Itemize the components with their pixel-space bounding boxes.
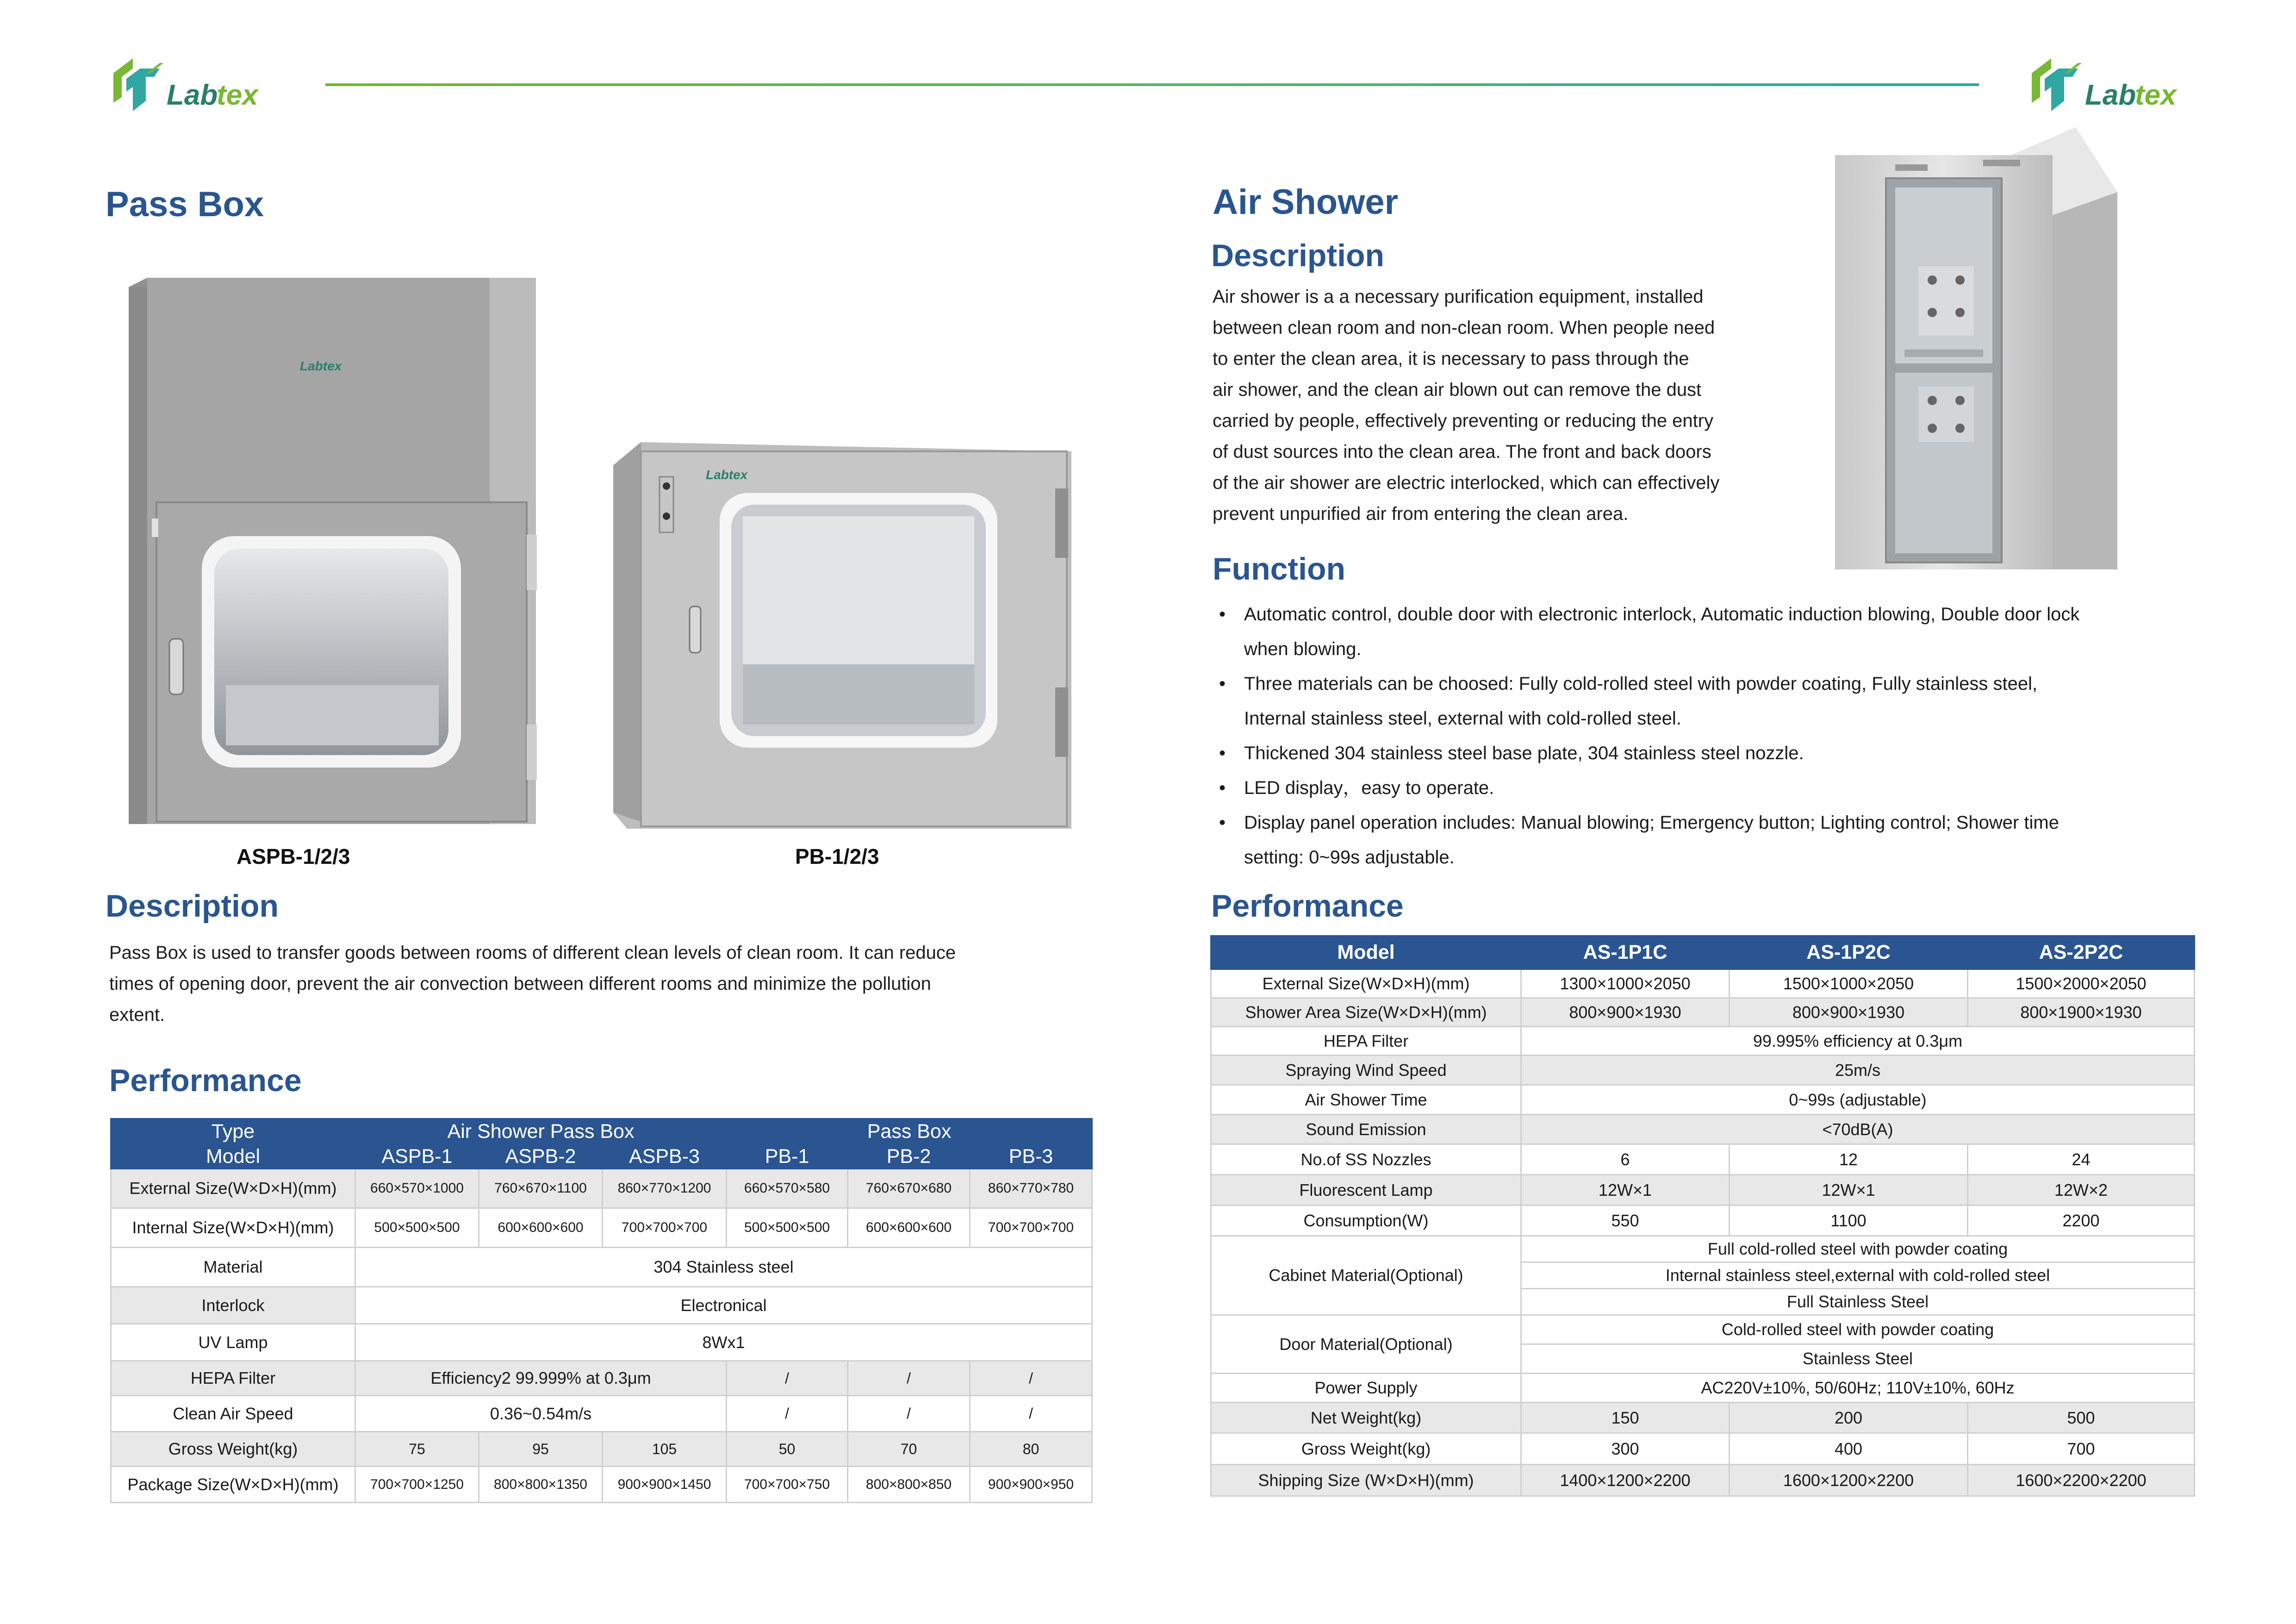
table-cell: 200: [1730, 1403, 1968, 1433]
row-label: No.of SS Nozzles: [1211, 1144, 1521, 1175]
row-label: External Size(W×D×H)(mm): [1211, 969, 1521, 998]
table-cell: 500: [1968, 1403, 2195, 1433]
table-cell: 105: [603, 1432, 727, 1467]
row-label: Spraying Wind Speed: [1211, 1056, 1521, 1085]
row-label: Sound Emission: [1211, 1115, 1521, 1144]
row-label: Air Shower Time: [1211, 1085, 1521, 1115]
table-cell: 700×700×750: [727, 1467, 848, 1503]
table-cell: 95: [479, 1432, 603, 1467]
model-header: Model: [111, 1145, 355, 1169]
caption-pb: PB-1/2/3: [795, 844, 879, 868]
row-label: UV Lamp: [111, 1324, 355, 1361]
model-cell: PB-3: [970, 1145, 1092, 1169]
row-label: Door Material(Optional): [1211, 1315, 1521, 1374]
description-line: prevent unpurified air from entering the clean area.: [1213, 504, 1629, 524]
row-label: Shower Area Size(W×D×H)(mm): [1211, 998, 1521, 1027]
table-row: [1211, 1465, 2195, 1496]
svg-text:Lab: Lab: [167, 79, 218, 111]
row-label: Shipping Size (W×D×H)(mm): [1211, 1465, 1521, 1496]
model-cell: ASPB-3: [603, 1145, 727, 1169]
table-row: [1211, 969, 2195, 998]
table-row: [1211, 1315, 2195, 1344]
table-cell: 1500×1000×2050: [1730, 969, 1968, 998]
aspb-pass-box-image: [119, 278, 550, 833]
table-cell: Full Stainless Steel: [1521, 1289, 2195, 1315]
table-cell: 660×570×580: [727, 1169, 848, 1208]
air-shower-description: [1213, 281, 1837, 530]
table-cell: 860×770×1200: [603, 1169, 727, 1208]
table-cell: 500×500×500: [727, 1208, 848, 1248]
pass-box-title: Pass Box: [106, 185, 264, 224]
air-shower-description-heading: Description: [1211, 238, 1385, 273]
table-cell: 1400×1200×2200: [1521, 1465, 1730, 1496]
table-row: [1211, 1115, 2195, 1144]
table-row: [1211, 1403, 2195, 1433]
table-cell: 1500×2000×2050: [1968, 969, 2195, 998]
table-row: [1211, 1433, 2195, 1465]
table-cell: 400: [1730, 1433, 1968, 1465]
table-row: [1211, 1144, 2195, 1175]
table-cell: 2200: [1968, 1206, 2195, 1236]
row-label: Gross Weight(kg): [1211, 1433, 1521, 1465]
table-row: [111, 1287, 1092, 1324]
row-label: External Size(W×D×H)(mm): [111, 1169, 355, 1208]
model-cell: AS-1P1C: [1521, 936, 1730, 969]
model-cell: ASPB-2: [479, 1145, 603, 1169]
svg-text:tex: tex: [217, 79, 258, 111]
table-cell: Electronical: [355, 1287, 1092, 1324]
table-cell: /: [848, 1361, 970, 1396]
svg-text:Lab: Lab: [2085, 79, 2136, 111]
table-cell: 700: [1968, 1433, 2195, 1465]
row-label: Gross Weight(kg): [111, 1432, 355, 1467]
row-label: HEPA Filter: [111, 1361, 355, 1396]
table-row: [111, 1396, 1092, 1432]
air-shower-performance-heading: Performance: [1211, 888, 1404, 924]
row-label: Fluorescent Lamp: [1211, 1175, 1521, 1206]
pass-box-performance-heading: Performance: [109, 1063, 302, 1098]
table-row: [111, 1169, 1092, 1208]
description-line: air shower, and the clean air blown out can remove the dust: [1213, 380, 1702, 400]
table-row: [111, 1248, 1092, 1287]
table-cell: 900×900×1450: [603, 1467, 727, 1503]
row-label: HEPA Filter: [1211, 1027, 1521, 1056]
model-cell: AS-2P2C: [1968, 936, 2195, 969]
table-row: [1211, 1236, 2195, 1262]
model-cell: AS-1P2C: [1730, 936, 1968, 969]
table-cell: 12W×2: [1968, 1175, 2195, 1206]
list-item: • Display panel operation includes: Manual blowing; Emergency button; Lighting control; Shower time setting: 0~99s adjustable.: [1219, 812, 2059, 868]
table-row: [1211, 1175, 2195, 1206]
pass-box-performance-table: [110, 1118, 1093, 1503]
row-label: Net Weight(kg): [1211, 1403, 1521, 1433]
table-cell: 800×800×850: [848, 1467, 970, 1503]
list-item: • Three materials can be choosed: Fully cold-rolled steel with powder coating, Fully stainless steel, Internal stainless steel, external with cold-rolled steel.: [1219, 674, 2038, 729]
table-cell: 8Wx1: [355, 1324, 1092, 1361]
description-line: extent.: [109, 1005, 165, 1025]
table-cell: 1100: [1730, 1206, 1968, 1236]
row-label: Interlock: [111, 1287, 355, 1324]
table-cell: 600×600×600: [848, 1208, 970, 1248]
table-cell: 800×900×1930: [1730, 998, 1968, 1027]
pass-box-description: [109, 937, 1081, 1031]
header-divider: [325, 83, 1979, 86]
table-cell: 25m/s: [1521, 1056, 2195, 1085]
table-cell: 700×700×700: [603, 1208, 727, 1248]
table-cell: 800×900×1930: [1521, 998, 1730, 1027]
row-label: Material: [111, 1248, 355, 1287]
pb-pass-box-image: [613, 442, 1071, 829]
table-cell: /: [727, 1361, 848, 1396]
table-cell: 1600×1200×2200: [1730, 1465, 1968, 1496]
table-cell: 70: [848, 1432, 970, 1467]
table-cell: 700×700×1250: [355, 1467, 479, 1503]
air-shower-image: [1835, 127, 2117, 569]
description-line: Pass Box is used to transfer goods between rooms of different clean levels of clean room. It can reduce: [109, 943, 956, 963]
table-cell: 304 Stainless steel: [355, 1248, 1092, 1287]
table-cell: 760×670×1100: [479, 1169, 603, 1208]
svg-text:tex: tex: [2135, 79, 2177, 111]
row-label: Power Supply: [1211, 1374, 1521, 1403]
air-shower-performance-table: [1210, 935, 2195, 1497]
table-cell: Cold-rolled steel with powder coating: [1521, 1315, 2195, 1344]
table-cell: 50: [727, 1432, 848, 1467]
table-cell: 12W×1: [1521, 1175, 1730, 1206]
table-cell: 550: [1521, 1206, 1730, 1236]
table-cell: Full cold-rolled steel with powder coating: [1521, 1236, 2195, 1262]
table-row: [111, 1208, 1092, 1248]
table-cell: 860×770×780: [970, 1169, 1092, 1208]
type-header: Type: [111, 1119, 355, 1145]
svg-text:Labtex: Labtex: [300, 359, 342, 373]
table-row: [111, 1432, 1092, 1467]
table-cell: 900×900×950: [970, 1467, 1092, 1503]
table-cell: 800×1900×1930: [1968, 998, 2195, 1027]
list-item: • Thickened 304 stainless steel base plate, 304 stainless steel nozzle.: [1219, 743, 1804, 763]
description-line: between clean room and non-clean room. When people need: [1213, 318, 1715, 338]
list-item: • LED display，easy to operate.: [1219, 778, 1494, 798]
svg-text:Labtex: Labtex: [706, 468, 748, 482]
model-cell: PB-1: [727, 1145, 848, 1169]
description-line: of dust sources into the clean area. The front and back doors: [1213, 442, 1711, 462]
table-row: [111, 1467, 1092, 1503]
table-cell: <70dB(A): [1521, 1115, 2195, 1144]
caption-aspb: ASPB-1/2/3: [236, 844, 350, 868]
table-cell: 24: [1968, 1144, 2195, 1175]
table-cell: 800×800×1350: [479, 1467, 603, 1503]
table-cell: AC220V±10%, 50/60Hz; 110V±10%, 60Hz: [1521, 1374, 2195, 1403]
labtex-logo-left: [104, 55, 280, 119]
table-cell: Efficiency2 99.999% at 0.3μm: [355, 1361, 727, 1396]
table-row: [111, 1361, 1092, 1396]
table-cell: 600×600×600: [479, 1208, 603, 1248]
table-cell: /: [727, 1396, 848, 1432]
table-cell: /: [848, 1396, 970, 1432]
table-cell: 75: [355, 1432, 479, 1467]
table-row: [1211, 1374, 2195, 1403]
table-row: [1211, 1206, 2195, 1236]
table-cell: /: [970, 1396, 1092, 1432]
row-label: Internal Size(W×D×H)(mm): [111, 1208, 355, 1248]
table-cell: 1300×1000×2050: [1521, 969, 1730, 998]
table-cell: Internal stainless steel,external with cold-rolled steel: [1521, 1262, 2195, 1289]
table-cell: 12W×1: [1730, 1175, 1968, 1206]
table-cell: 300: [1521, 1433, 1730, 1465]
description-line: Air shower is a a necessary purification equipment, installed: [1213, 287, 1704, 307]
description-line: to enter the clean area, it is necessary to pass through the: [1213, 349, 1689, 369]
list-item: • Automatic control, double door with electronic interlock, Automatic induction blowing, Double door lock when blowing.: [1219, 604, 2080, 659]
pass-box-description-heading: Description: [106, 888, 279, 924]
table-row: [1211, 1085, 2195, 1115]
table-row: [1211, 998, 2195, 1027]
labtex-logo-right: [2022, 55, 2198, 119]
description-line: of the air shower are electric interlocked, which can effectively: [1213, 473, 1720, 493]
table-cell: 660×570×1000: [355, 1169, 479, 1208]
description-line: times of opening door, prevent the air convection between different rooms and minimize the pollution: [109, 974, 931, 994]
model-cell: ASPB-1: [355, 1145, 479, 1169]
function-heading: Function: [1213, 551, 1346, 587]
row-label: Cabinet Material(Optional): [1211, 1236, 1521, 1315]
table-cell: /: [970, 1361, 1092, 1396]
table-cell: 150: [1521, 1403, 1730, 1433]
table-row: [1211, 1056, 2195, 1085]
air-shower-title: Air Shower: [1213, 182, 1399, 222]
table-cell: 700×700×700: [970, 1208, 1092, 1248]
table-cell: 12: [1730, 1144, 1968, 1175]
model-header: Model: [1211, 936, 1521, 969]
row-label: Clean Air Speed: [111, 1396, 355, 1432]
table-cell: 500×500×500: [355, 1208, 479, 1248]
table-cell: 760×670×680: [848, 1169, 970, 1208]
table-cell: 6: [1521, 1144, 1730, 1175]
row-label: Package Size(W×D×H)(mm): [111, 1467, 355, 1503]
table-cell: 99.995% efficiency at 0.3μm: [1521, 1027, 2195, 1056]
air-shower-pass-box-group-header: Air Shower Pass Box: [355, 1119, 727, 1145]
pass-box-group-header: Pass Box: [727, 1119, 1092, 1145]
table-row: [111, 1324, 1092, 1361]
table-cell: 80: [970, 1432, 1092, 1467]
table-cell: Stainless Steel: [1521, 1344, 2195, 1374]
table-cell: 0.36~0.54m/s: [355, 1396, 727, 1432]
function-list: [1213, 597, 2212, 875]
table-row: [1211, 1027, 2195, 1056]
model-cell: PB-2: [848, 1145, 970, 1169]
table-cell: 1600×2200×2200: [1968, 1465, 2195, 1496]
description-line: carried by people, effectively preventing or reducing the entry: [1213, 411, 1714, 431]
row-label: Consumption(W): [1211, 1206, 1521, 1236]
table-cell: 0~99s (adjustable): [1521, 1085, 2195, 1115]
